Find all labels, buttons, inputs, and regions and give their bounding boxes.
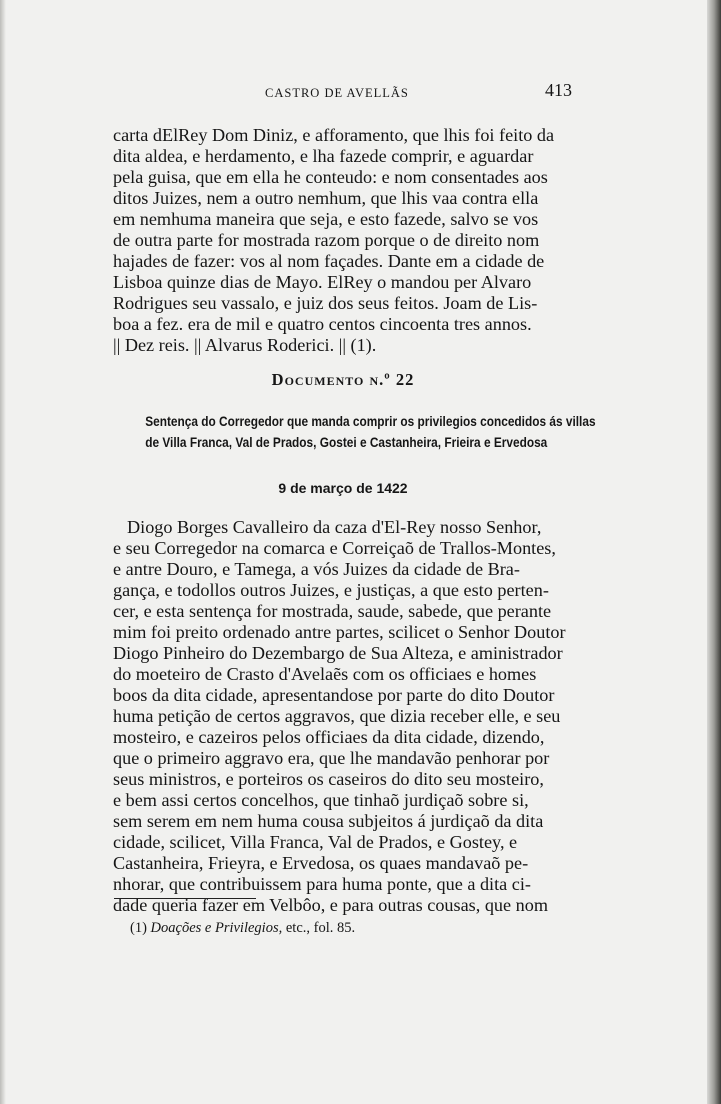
text-line: seus ministros, e porteiros os caseiros do dito seu mosteiro,: [113, 769, 544, 789]
text-line: pela guisa, que em ella he conteudo: e nom consentades aos: [113, 167, 548, 187]
text-line: em nemhuma maneira que seja, e esto fazede, salvo se vos: [113, 209, 539, 229]
text-line: dade queria fazer em Velbôo, e para outras cousas, que nom: [113, 895, 548, 915]
document-heading: Documento n.º 22: [271, 370, 415, 389]
text-line: e seu Corregedor na comarca e Correiçaõ de Trallos-Montes,: [113, 538, 556, 558]
text-line: cidade, scilicet, Villa Franca, Val de Prados, e Gostey, e: [113, 832, 518, 852]
text-line: hajades de fazer: vos al nom façades. Dante em a cidade de: [113, 251, 545, 271]
document-date: 9 de março de 1422: [278, 480, 408, 496]
text-line: mim foi preito ordenado antre partes, scilicet o Senhor Doutor: [113, 622, 566, 642]
footnote-rule: [114, 898, 256, 899]
text-line: que o primeiro aggravo era, que lhe mandavão penhorar por: [113, 748, 550, 768]
footnote-reference: etc., fol. 85.: [285, 920, 356, 936]
running-title: CASTRO DE AVELLÃS: [265, 86, 409, 100]
text-line: boa a fez. era de mil e quatro centos cincoenta tres annos.: [113, 314, 532, 334]
text-line: e antre Douro, e Tamega, a vós Juizes da cidade de Bra-: [113, 559, 520, 579]
footnote-title: Doações e Privilegios,: [150, 920, 283, 936]
text-line: de outra parte for mostrada razom porque o de direito nom: [113, 230, 540, 250]
document-summary-line: Sentença do Corregedor que manda comprir os privilegios concedidos ás villas: [145, 414, 596, 429]
text-line: Diogo Pinheiro do Dezembargo de Sua Alteza, e aministrador: [113, 643, 563, 663]
text-line: boos da dita cidade, apresentandose por parte do dito Doutor: [113, 685, 555, 705]
text-line: || Dez reis. || Alvarus Roderici. || (1).: [113, 335, 377, 355]
text-line: Castanheira, Frieyra, e Ervedosa, os quaes mandavaõ pe-: [113, 853, 529, 873]
page-edge-shadow: [707, 0, 721, 1104]
footnote: [130, 920, 355, 937]
page-number: 413: [545, 80, 572, 100]
text-line: do moeteiro de Crasto d'Avelaẽs com os officiaes e homes: [113, 664, 537, 684]
page-gutter-shadow: [0, 0, 6, 1104]
text-line: dita aldea, e herdamento, e lha fazede comprir, e aguardar: [113, 146, 534, 166]
document-summary-line: de Villa Franca, Val de Prados, Gostei e Castanheira, Frieira e Ervedosa: [145, 435, 548, 450]
text-line: Diogo Borges Cavalleiro da caza d'El-Rey nosso Senhor,: [127, 517, 542, 537]
text-line: Rodrigues seu vassalo, e juiz dos seus feitos. Joam de Lis-: [113, 293, 538, 313]
text-line: e bem assi certos concelhos, que tinhaõ jurdiçaõ sobre si,: [113, 790, 529, 810]
text-line: cer, e esta sentença for mostrada, saude, sabede, que perante: [113, 601, 552, 621]
footnote-marker: (1): [130, 920, 147, 936]
text-line: carta dElRey Dom Diniz, e afforamento, que lhis foi feito da: [113, 125, 555, 145]
text-line: gança, e todollos outros Juizes, e justiças, a que esto perten-: [113, 580, 549, 600]
text-line: nhorar, que contribuissem para huma ponte, que a dita ci-: [113, 874, 531, 894]
text-line: sem serem em nem huma cousa subjeitos á jurdiçaõ da dita: [113, 811, 544, 831]
text-line: ditos Juizes, nem a outro nemhum, que lhis vaa contra ella: [113, 188, 539, 208]
text-line: mosteiro, e cazeiros pelos officiaes da dita cidade, dizendo,: [113, 727, 545, 747]
text-line: huma petição de certos aggravos, que dizia receber elle, e seu: [113, 706, 561, 726]
text-line: Lisboa quinze dias de Mayo. ElRey o mandou per Alvaro: [113, 272, 532, 292]
